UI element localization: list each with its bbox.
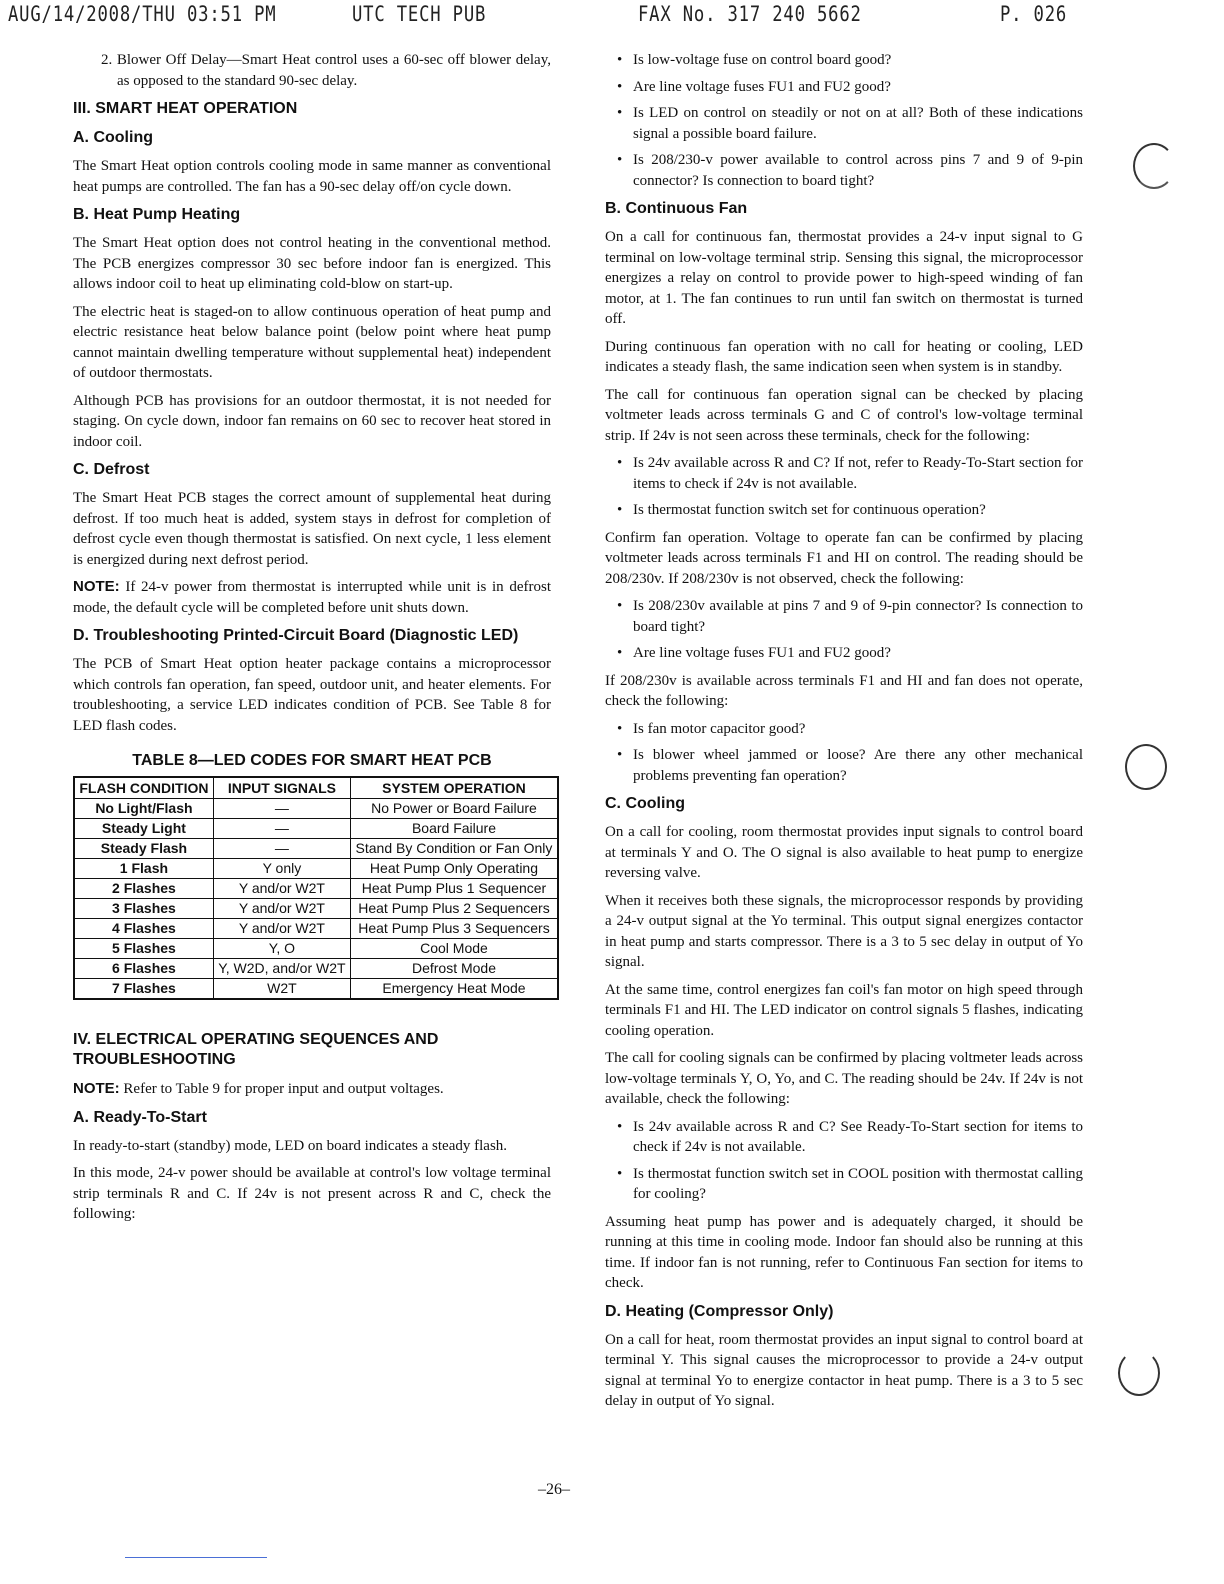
input-signals-cell: Y, W2D, and/or W2T [213, 959, 350, 979]
table-row [74, 979, 558, 1000]
input-signals-cell: W2T [213, 979, 350, 1000]
system-operation-cell: Heat Pump Plus 1 Sequencer [350, 879, 558, 899]
list-item: • Is thermostat function switch set in COOL position with thermostat calling for cooling? [605, 1164, 1083, 1205]
blower-off-delay-item: 2. Blower Off Delay—Smart Heat control uses a 60-sec off blower delay, as opposed to the standard 90-sec delay. [101, 52, 551, 89]
input-signals-cell: Y, O [213, 939, 350, 959]
ready-to-start-p2: In this mode, 24-v power should be available at control's low voltage terminal strip terminals R and C. If 24v is not present across R and C, check the following: [73, 1165, 551, 1222]
cooling-sequence-p3: At the same time, control energizes fan coil's fan motor on high speed through terminals F1 and HI. The LED indicator on control signals 5 flashes, indicating cooling operation. [605, 981, 1083, 1039]
heat-pump-heating-heading: B. Heat Pump Heating [73, 206, 241, 223]
cooling-sequence-p1: On a call for cooling, room thermostat provides input signals to control board at terminals Y and O. The O signal is also available to heat pump to energize reversing valve. [605, 824, 1083, 881]
continuous-fan-p5: If 208/230v is available across terminals F1 and HI and fan does not operate, check the following: [605, 672, 1083, 709]
system-operation-cell: Emergency Heat Mode [350, 979, 558, 1000]
system-operation-cell: Heat Pump Plus 3 Sequencers [350, 919, 558, 939]
continuous-fan-p4: Confirm fan operation. Voltage to operate fan can be confirmed by placing voltmeter leads across terminals F1 and HI on control. The reading should be 208/230v. If 208/230v is not observed, check the following: [605, 529, 1083, 587]
flash-condition-cell: 3 Flashes [74, 899, 213, 919]
system-operation-cell: Heat Pump Plus 2 Sequencers [350, 899, 558, 919]
defrost-heading: C. Defrost [73, 461, 150, 478]
list-item: • Is 24v available across R and C? If not, refer to Ready-To-Start section for items to check if 24v is not available. [605, 453, 1083, 494]
table-row [74, 819, 558, 839]
fax-header-number: FAX No. 317 240 5662 [638, 2, 862, 26]
table-row [74, 919, 558, 939]
cooling-sequence-heading: C. Cooling [605, 795, 685, 812]
flash-condition-cell: 6 Flashes [74, 959, 213, 979]
note-text: Refer to Table 9 for proper input and output voltages. [123, 1081, 444, 1097]
troubleshooting-pcb-heading: D. Troubleshooting Printed-Circuit Board (Diagnostic LED) [73, 627, 519, 644]
input-signals-cell: — [213, 819, 350, 839]
list-item: • Is low-voltage fuse on control board good? [605, 50, 1083, 71]
note-label: NOTE: [73, 1080, 120, 1097]
input-signals-cell: Y and/or W2T [213, 879, 350, 899]
heat-pump-heating-p2: The electric heat is staged-on to allow continuous operation of heat pump and electric resistance heat below balance point (below point where heat pump cannot maintain dwelling temperature without supplemental heat) independent of outdoor thermostats. [73, 303, 551, 381]
continuous-fan-checklist-3 [605, 719, 1083, 787]
flash-condition-cell: No Light/Flash [74, 799, 213, 819]
continuous-fan-heading: B. Continuous Fan [605, 200, 748, 217]
list-item: • Is blower wheel jammed or loose? Are there any other mechanical problems preventing fan operation? [605, 745, 1083, 786]
continuous-fan-p1: On a call for continuous fan, thermostat provides a 24-v input signal to G terminal on low-voltage terminal strip. Sensing this signal, the microprocessor energizes a relay on control to provide power to high-speed winding of fan motor, at 1. The fan continues to run until fan switch on thermostat is turned off. [605, 229, 1083, 327]
table-row [74, 879, 558, 899]
continuous-fan-checklist-2 [605, 596, 1083, 664]
flash-condition-cell: Steady Light [74, 819, 213, 839]
flash-condition-cell: Steady Flash [74, 839, 213, 859]
cooling-sequence-p2: When it receives both these signals, the microprocessor responds by providing a 24-v output signal at the Yo terminal. This output signal energizes contactor in heat pump and starts compressor. There is a 3 to 5 sec delay in output of Yo signal. [605, 892, 1083, 970]
continuous-fan-checklist-1 [605, 453, 1083, 521]
input-signals-cell: — [213, 839, 350, 859]
heating-compressor-heading: D. Heating (Compressor Only) [605, 1302, 834, 1320]
input-signals-cell: Y only [213, 859, 350, 879]
input-signals-cell: — [213, 799, 350, 819]
system-operation-cell: Stand By Condition or Fan Only [350, 839, 558, 859]
note-text: If 24-v power from thermostat is interrupted while unit is in defrost mode, the default cycle will be completed before unit shuts down. [73, 579, 552, 616]
table-row [74, 959, 558, 979]
list-item: • Is fan motor capacitor good? [605, 719, 1083, 740]
system-operation-cell: Heat Pump Only Operating [350, 859, 558, 879]
table-row [74, 899, 558, 919]
system-operation-cell: Cool Mode [350, 939, 558, 959]
heat-pump-heating-p3: Although PCB has provisions for an outdoor thermostat, it is not needed for staging. On cycle down, indoor fan remains on 60 sec to recover heat stored in indoor coil. [73, 392, 551, 450]
table-8-title: TABLE 8—LED CODES FOR SMART HEAT PCB [132, 752, 492, 769]
cooling-paragraph: The Smart Heat option controls cooling mode in same manner as conventional heat pumps are controlled. The fan has a 90-sec delay off/on cycle down. [73, 158, 551, 195]
list-item: • Are line voltage fuses FU1 and FU2 good? [605, 643, 1083, 664]
list-item: • Is thermostat function switch set for continuous operation? [605, 500, 1083, 521]
flash-condition-cell: 1 Flash [74, 859, 213, 879]
fax-header-source: UTC TECH PUB [352, 2, 487, 26]
section-4-note [73, 1079, 551, 1100]
heating-compressor-p1: On a call for heat, room thermostat provides an input signal to control board at terminal Y. This signal causes the microprocessor to provide a 24-v output signal at terminal Yo to energize contactor in heat pump. There is a 3 to 5 sec delay in output of Yo signal. [605, 1331, 1083, 1409]
section-4-heading: IV. ELECTRICAL OPERATING SEQUENCES AND TROUBLESHOOTING [73, 1031, 439, 1068]
defrost-paragraph: The Smart Heat PCB stages the correct amount of supplemental heat during defrost. If too much heat is added, system stays in defrost for completion of defrost cycle even though thermostat is satisfied. On next cycle, 1 less element is energized during next defrost period. [73, 490, 551, 568]
system-operation-cell: Defrost Mode [350, 959, 558, 979]
list-item: • Is 208/230-v power available to control across pins 7 and 9 of 9-pin connector? Is connection to board tight? [605, 150, 1083, 191]
flash-condition-cell: 2 Flashes [74, 879, 213, 899]
heat-pump-heating-p1: The Smart Heat option does not control heating in the conventional method. The PCB energizes compressor 30 sec before indoor fan is energized. This allows indoor coil to heat up eliminating cold-blow on start-up. [73, 235, 551, 292]
continuous-fan-p3: The call for continuous fan operation signal can be checked by placing voltmeter leads across terminals G and C of control's low-voltage terminal strip. If 24v is not seen across these terminals, check for the following: [605, 386, 1083, 444]
list-item: • Is 24v available across R and C? See Ready-To-Start section for items to check if 24v is not available. [605, 1117, 1083, 1158]
troubleshooting-pcb-paragraph: The PCB of Smart Heat option heater package contains a microprocessor which controls fan operation, fan speed, outdoor unit, and heater elements. For troubleshooting, a service LED indicates condition of PCB. See Table 8 for LED flash codes. [73, 656, 551, 734]
cooling-sequence-p4: The call for cooling signals can be confirmed by placing voltmeter leads across low-voltage terminals Y, O, Yo, and C. The reading should be 24v. If 24v is not available, check the following: [605, 1050, 1083, 1107]
continuous-fan-p2: During continuous fan operation with no call for heating or cooling, LED indicates a steady flash, the same indication seen when system is in standby. [605, 338, 1083, 375]
table-row [74, 859, 558, 879]
flash-condition-cell: 7 Flashes [74, 979, 213, 1000]
punch-hole-mark [1125, 744, 1167, 790]
section-3-heading: III. SMART HEAT OPERATION [73, 100, 298, 117]
left-column [73, 50, 551, 1232]
table-row [74, 799, 558, 819]
defrost-note [73, 577, 551, 618]
list-item: • Are line voltage fuses FU1 and FU2 good? [605, 77, 1083, 98]
input-signals-cell: Y and/or W2T [213, 899, 350, 919]
input-signals-cell: Y and/or W2T [213, 919, 350, 939]
fax-header-page: P. 026 [1000, 2, 1068, 26]
punch-hole-mark [1118, 1350, 1160, 1396]
led-codes-table [73, 776, 559, 1000]
cooling-checklist [605, 1117, 1083, 1205]
list-item: • Is 208/230v available at pins 7 and 9 of 9-pin connector? Is connection to board tight? [605, 596, 1083, 637]
flash-condition-cell: 4 Flashes [74, 919, 213, 939]
table-header: SYSTEM OPERATION [350, 777, 558, 799]
table-header: FLASH CONDITION [74, 777, 213, 799]
table-row [74, 939, 558, 959]
table-row [74, 839, 558, 859]
right-column [605, 50, 1083, 1419]
table-header: INPUT SIGNALS [213, 777, 350, 799]
system-operation-cell: No Power or Board Failure [350, 799, 558, 819]
system-operation-cell: Board Failure [350, 819, 558, 839]
ready-to-start-heading: A. Ready-To-Start [73, 1108, 207, 1126]
flash-condition-cell: 5 Flashes [74, 939, 213, 959]
scan-artifact-line [125, 1557, 267, 1558]
list-item: • Is LED on control on steadily or not on at all? Both of these indications signal a possible board failure. [605, 103, 1083, 144]
ready-to-start-p1: In ready-to-start (standby) mode, LED on board indicates a steady flash. [73, 1137, 508, 1154]
cooling-heading: A. Cooling [73, 129, 153, 146]
led-table-body [74, 799, 558, 1000]
page-number: –26– [538, 1481, 570, 1498]
note-label: NOTE: [73, 578, 120, 595]
ready-to-start-checklist [605, 50, 1083, 191]
punch-hole-mark [1133, 143, 1175, 189]
fax-header-date: AUG/14/2008/THU 03:51 PM [8, 2, 277, 26]
cooling-sequence-p5: Assuming heat pump has power and is adequately charged, it should be running at this time in cooling mode. Indoor fan should also be running at this time. If indoor fan is not running, refer to Continuous Fan section for items to check. [605, 1213, 1083, 1291]
